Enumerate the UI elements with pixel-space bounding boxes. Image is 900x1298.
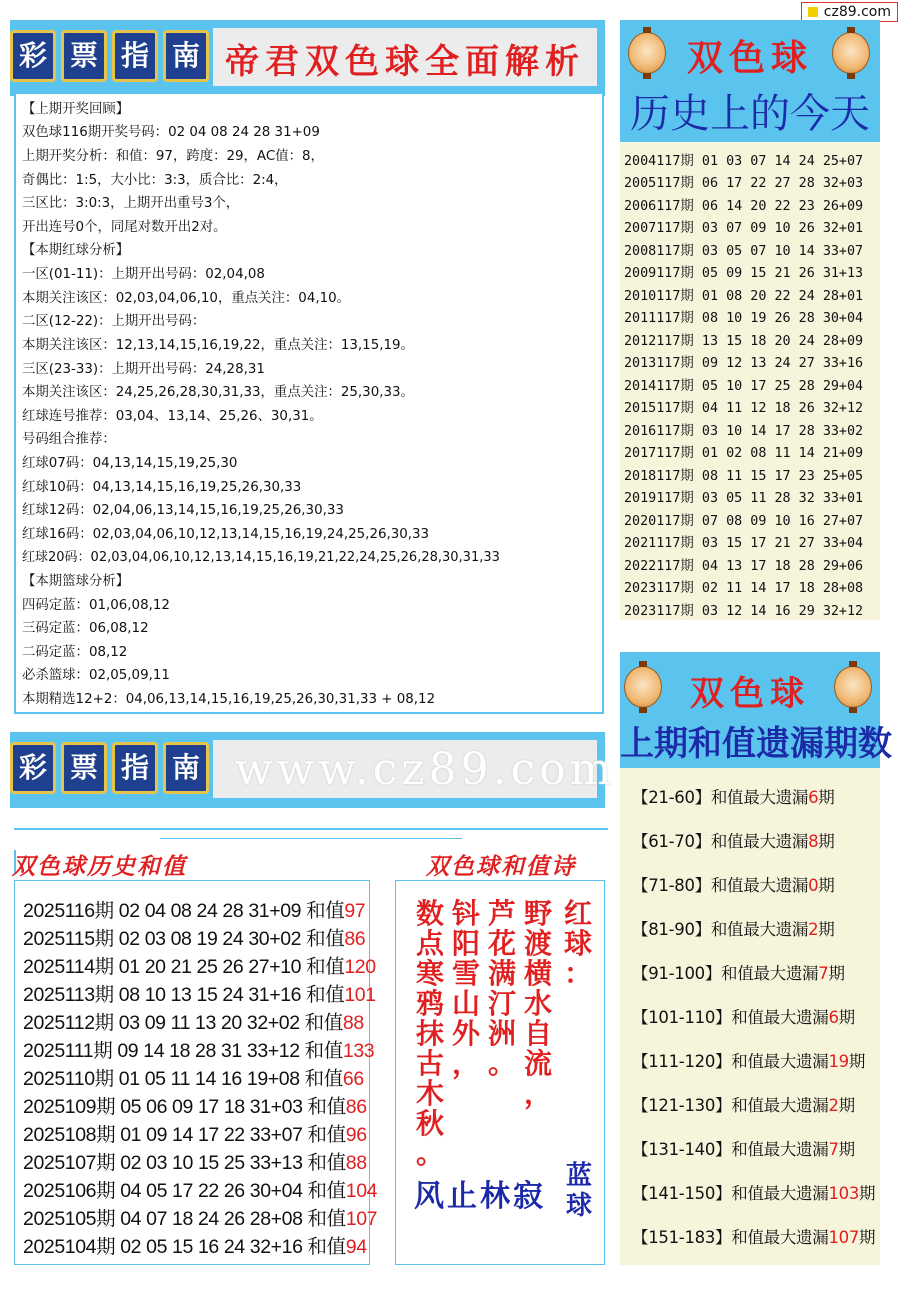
analysis-line: 三码定蓝：06,08,12 [22,621,149,636]
sum-row-text: 2025114期 01 20 21 25 26 27+10 和值 [23,956,345,978]
analysis-line: 红球07码：04,13,14,15,19,25,30 [22,456,238,471]
vertical-char: 。 [415,1137,444,1170]
sum-row [23,1231,367,1259]
omission-row [632,872,834,896]
omission-title-bottom: 上期和值遗漏期数 [620,724,892,764]
omission-header [620,652,892,768]
omission-row [632,1092,855,1116]
analysis-line: 四码定蓝：01,06,08,12 [22,598,170,613]
sum-row-text: 2025113期 08 10 13 15 24 31+16 和值 [23,984,345,1006]
vertical-char: 横 [523,957,552,990]
history-row: 2021117期 03 15 17 21 27 33+04 [624,536,864,551]
analysis-line: 必杀篮球：02,05,09,11 [22,668,170,683]
header-band-analysis [10,20,605,96]
analysis-line: 红球20码：02,03,04,06,10,12,13,14,15,16,19,21,22,24,25,26,28,30,31,33 [22,550,500,565]
sum-value: 97 [344,900,366,922]
vertical-char: 渡 [523,927,552,960]
vertical-char: 自 [523,1017,552,1050]
omission-value: 6 [808,788,819,807]
sum-value: 101 [344,984,376,1006]
poem-blue-line: 风止林寂 [414,1179,546,1214]
sum-row-text: 2025105期 04 07 18 24 26 28+08 和值 [23,1208,346,1230]
analysis-panel [14,94,604,714]
sum-row [23,895,365,923]
analysis-line: 红球12码：02,04,06,13,14,15,16,19,25,26,30,33 [22,503,344,518]
analysis-line: 本期关注该区：24,25,26,28,30,31,33，重点关注：25,30,33。 [22,385,414,400]
vertical-char: 寒 [415,957,444,990]
analysis-line: 双色球116期开奖号码：02 04 08 24 28 31+09 [22,125,320,140]
sum-value: 86 [345,1096,367,1118]
omission-value: 19 [828,1052,849,1071]
sum-row-text: 2025109期 05 06 09 17 18 31+03 和值 [23,1096,346,1118]
brand-char-cai: 彩 [10,30,56,82]
analysis-line: 【本期篮球分析】 [22,574,130,589]
sum-row [23,979,376,1007]
vertical-char: 芦 [487,897,516,930]
vertical-char: 点 [415,927,444,960]
vertical-char: ， [451,1047,480,1080]
vertical-char: 雪 [451,957,480,990]
omission-unit: 期 [838,1008,855,1027]
analysis-line: 三区(23-33)：上期开出号码：24,28,31 [22,362,265,377]
vertical-char: 木 [415,1077,444,1110]
analysis-line: 本期关注该区：02,03,04,06,10，重点关注：04,10。 [22,291,351,306]
history-row: 2009117期 05 09 15 21 26 31+13 [624,266,864,281]
site-url-text: www.cz89.com [235,744,616,795]
analysis-line: 奇偶比：1:5，大小比：3:3，质合比：2:4， [22,173,288,188]
vertical-char: 。 [487,1047,516,1080]
analysis-line: 一区(01-11)：上期开出号码：02,04,08 [22,267,265,282]
omission-row [632,916,834,940]
analysis-title: 帝君双色球全面解析 [225,42,585,82]
omission-unit: 期 [838,1096,855,1115]
sum-row [23,1203,377,1231]
sum-value: 104 [345,1180,378,1202]
omission-range: 【141-150】 [632,1184,732,1203]
omission-value: 7 [828,1140,839,1159]
omission-label: 和值最大遗漏 [710,876,809,895]
omission-unit: 期 [828,964,845,983]
sum-row [23,951,376,979]
omission-row [632,960,845,984]
history-row: 2017117期 01 02 08 11 14 21+09 [624,446,864,461]
omission-label: 和值最大遗漏 [731,1052,829,1071]
omission-label: 和值最大遗漏 [721,964,819,983]
analysis-line: 红球16码：02,03,04,06,10,12,13,14,15,16,19,24,25,26,30,33 [22,527,430,542]
history-row: 2013117期 09 12 13 24 27 33+16 [624,356,864,371]
omission-range: 【91-100】 [632,964,722,983]
history-list [620,142,880,620]
vertical-char: 野 [523,897,552,930]
omission-range: 【121-130】 [632,1096,732,1115]
omission-label: 和值最大遗漏 [731,1184,829,1203]
vertical-char: 阳 [451,927,480,960]
sum-row [23,1091,367,1119]
vertical-char: 外 [451,1017,480,1050]
sum-value: 107 [345,1208,378,1230]
poem-column [520,899,556,1109]
history-row: 2007117期 03 07 09 10 26 32+01 [624,221,864,236]
analysis-line: 号码组合推荐： [22,432,116,447]
analysis-line: 二码定蓝：08,12 [22,645,128,660]
omission-value: 2 [828,1096,839,1115]
divider [160,838,462,839]
brand-char-cai: 彩 [10,742,56,794]
brand-char-piao: 票 [61,742,107,794]
sum-value: 86 [344,928,366,950]
header-band-site [10,732,616,808]
omission-value: 103 [828,1184,860,1203]
history-title-top: 双色球 [686,37,813,79]
omission-unit: 期 [848,1052,866,1071]
sum-value: 133 [342,1040,375,1062]
sum-value: 88 [345,1152,367,1174]
vertical-char: 洲 [487,1017,516,1050]
sum-value: 96 [345,1124,367,1146]
history-title-bottom: 历史上的今天 [630,91,870,137]
vertical-char: 花 [487,927,516,960]
analysis-line: 二区(12-22)：上期开出号码： [22,314,206,329]
omission-range: 【81-90】 [632,920,711,939]
history-row: 2012117期 13 15 18 20 24 28+09 [624,334,864,349]
vertical-char: ： [563,957,592,990]
sum-row-text: 2025104期 02 05 15 16 24 32+16 和值 [23,1236,346,1258]
sum-row [23,1035,374,1063]
sum-value: 88 [342,1012,364,1034]
poem-column [412,899,448,1169]
omission-row [632,1224,875,1248]
analysis-line: 【本期红球分析】 [22,243,130,258]
omission-row [632,1136,855,1160]
omission-label: 和值最大遗漏 [710,788,809,807]
sum-value: 120 [344,956,376,978]
analysis-line: 【上期开奖回顾】 [22,102,130,117]
sum-row-text: 2025112期 03 09 11 13 20 32+02 和值 [23,1012,343,1034]
vertical-char: 流 [523,1047,552,1080]
vertical-char: 球 [563,927,592,960]
analysis-line: 本期关注该区：12,13,14,15,16,19,22，重点关注：13,15,19。 [22,338,414,353]
omission-row [632,1180,875,1204]
omission-label: 和值最大遗漏 [731,1096,829,1115]
omission-unit: 期 [818,920,835,939]
omission-unit: 期 [859,1228,876,1247]
vertical-char: 山 [451,987,480,1020]
vertical-char: 古 [415,1047,444,1080]
omission-range: 【151-183】 [632,1228,732,1247]
vertical-char: 秋 [415,1107,444,1140]
history-row: 2016117期 03 10 14 17 28 33+02 [624,424,864,439]
omission-unit: 期 [859,1184,876,1203]
sum-value: 94 [345,1236,367,1258]
brand-char-zhi: 指 [112,742,158,794]
sum-row-text: 2025108期 01 09 14 17 22 33+07 和值 [23,1124,346,1146]
history-row: 2011117期 08 10 19 26 28 30+04 [624,311,864,326]
sum-row-text: 2025115期 02 03 08 19 24 30+02 和值 [23,928,345,950]
brand-char-nan: 南 [163,30,209,82]
omission-range: 【71-80】 [632,876,711,895]
history-header [620,20,880,142]
analysis-line: 开出连号0个，同尾对数开出2对。 [22,220,227,235]
omission-value: 2 [808,920,819,939]
history-row: 2010117期 01 08 20 22 24 28+01 [624,289,864,304]
sum-row-text: 2025111期 09 14 18 28 31 33+12 和值 [23,1040,343,1062]
history-row: 2018117期 08 11 15 17 23 25+05 [624,469,864,484]
history-row: 2019117期 03 05 11 28 32 33+01 [624,491,864,506]
omission-range: 【111-120】 [632,1052,732,1071]
sum-history-title: 双色球历史和值 [12,853,187,880]
brand-char-piao: 票 [61,30,107,82]
poem-column [560,899,596,989]
omission-unit: 期 [818,788,835,807]
vertical-char: 钭 [451,897,480,930]
vertical-char: 鸦 [415,987,444,1020]
omission-row [632,1048,865,1072]
analysis-line: 三区比：3:0:3，上期开出重号3个， [22,196,240,211]
vertical-char: 汀 [487,987,516,1020]
omission-range: 【131-140】 [632,1140,732,1159]
sum-row [23,1175,377,1203]
poem-column [484,899,520,1079]
site-watermark: cz89.com [801,2,898,22]
sum-value: 66 [342,1068,364,1090]
sum-row [23,923,365,951]
omission-label: 和值最大遗漏 [731,1008,829,1027]
vertical-char: 满 [487,957,516,990]
omission-list [620,768,880,1265]
omission-unit: 期 [818,832,835,851]
brand-char-nan: 南 [163,742,209,794]
omission-title-top: 双色球 [690,674,810,714]
sum-row [23,1063,364,1091]
omission-value: 7 [818,964,829,983]
vertical-char: 数 [415,897,444,930]
history-row: 2020117期 07 08 09 10 16 27+07 [624,514,864,529]
omission-value: 107 [828,1228,860,1247]
history-row: 2014117期 05 10 17 25 28 29+04 [624,379,864,394]
omission-label: 和值最大遗漏 [710,832,809,851]
poem-title: 双色球和值诗 [426,853,576,880]
vertical-char: 蓝 [565,1161,592,1191]
analysis-line: 本期精选12+2：04,06,13,14,15,16,19,25,26,30,31,33 + 08,12 [22,692,436,707]
omission-label: 和值最大遗漏 [710,920,809,939]
divider [14,828,608,830]
sum-row-text: 2025106期 04 05 17 22 26 30+04 和值 [23,1180,346,1202]
sum-row-text: 2025110期 01 05 11 14 16 19+08 和值 [23,1068,343,1090]
sum-row-text: 2025116期 02 04 08 24 28 31+09 和值 [23,900,345,922]
history-row: 2022117期 04 13 17 18 28 29+06 [624,559,864,574]
brand-char-zhi: 指 [112,30,158,82]
sum-history-list [14,880,378,1265]
history-row: 2008117期 03 05 07 10 14 33+07 [624,244,864,259]
analysis-line: 上期开奖分析：和值：97，跨度：29，AC值：8， [22,149,324,164]
poem-column [448,899,484,1079]
omission-value: 0 [808,876,819,895]
vertical-char: 球 [565,1191,592,1221]
analysis-line: 红球连号推荐：03,04、13,14、25,26、30,31。 [22,409,323,424]
sum-row [23,1007,364,1035]
omission-row [632,1004,855,1028]
poem-panel [395,880,605,1265]
omission-unit: 期 [818,876,835,895]
omission-label: 和值最大遗漏 [731,1228,829,1247]
omission-label: 和值最大遗漏 [731,1140,829,1159]
sum-row-text: 2025107期 02 03 10 15 25 33+13 和值 [23,1152,346,1174]
history-row: 2004117期 01 03 07 14 24 25+07 [624,154,864,169]
omission-value: 8 [808,832,819,851]
history-row: 2023117期 02 11 14 17 18 28+08 [624,581,864,596]
omission-range: 【21-60】 [632,788,711,807]
omission-row [632,784,834,808]
omission-value: 6 [828,1008,839,1027]
omission-row [632,828,834,852]
omission-range: 【101-110】 [632,1008,732,1027]
vertical-char: 水 [523,987,552,1020]
history-row: 2015117期 04 11 12 18 26 32+12 [624,401,864,416]
history-row: 2023117期 03 12 14 16 29 32+12 [624,604,864,619]
omission-unit: 期 [838,1140,855,1159]
history-row: 2005117期 06 17 22 27 28 32+03 [624,176,864,191]
vertical-char: 抹 [415,1017,444,1050]
analysis-line: 红球10码：04,13,14,15,16,19,25,26,30,33 [22,480,302,495]
poem-blue-label [564,1161,594,1221]
sum-row [23,1119,367,1147]
omission-range: 【61-70】 [632,832,711,851]
vertical-char: 红 [563,897,592,930]
history-row: 2006117期 06 14 20 22 23 26+09 [624,199,864,214]
sum-row [23,1147,367,1175]
vertical-char: ， [523,1077,552,1110]
